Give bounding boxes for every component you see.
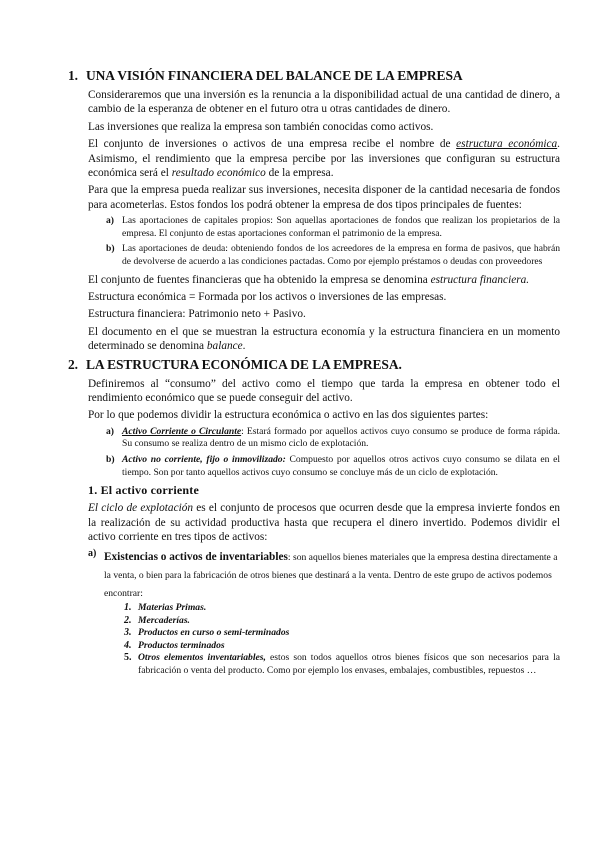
- inventory-types-list: [104, 602, 560, 676]
- section-2-heading: [68, 357, 560, 373]
- list-item: 3. Productos en curso o semi-terminados: [124, 627, 290, 639]
- term-ciclo-explotacion: El ciclo de explotación: [88, 502, 194, 515]
- paragraph: El ciclo de explotación es el conjunto de procesos que ocurren desde que la empresa invierte fondos en la realización de su actividad productiva hasta que recupera el dinero invertido. Podemos dividir el activo corriente en tres tipos de activos:: [88, 502, 560, 544]
- term-estructura-financiera: estructura financiera.: [430, 273, 530, 286]
- list-item: 1. Materias Primas.: [124, 602, 207, 614]
- term-balance: balance: [206, 340, 243, 353]
- paragraph: El conjunto de inversiones o activos de una empresa recibe el nombre de estructura económica. Asimismo, el rendimiento que la empresa percibe por las inversiones que configuran su estructura económica será el resultado económico de la empresa.: [88, 138, 560, 180]
- section-1-title: UNA VISIÓN FINANCIERA DEL BALANCE DE LA EMPRESA: [86, 68, 463, 83]
- paragraph: Definiremos al “consumo” del activo como el tiempo que tarda la empresa en obtener todo el rendimiento económico que se puede conseguir del activo.: [88, 377, 560, 405]
- inventory-heading: Existencias o activos de inventariables: [104, 551, 288, 564]
- list-item: 5. Otros elementos inventariables, estos son todos aquellos otros bienes físicos que son necesarios para la fabricación o venta del producto. Como por ejemplo los envases, embalajes, combustibles, repuestos …: [124, 652, 560, 676]
- paragraph: Consideraremos que una inversión es la renuncia a la disponibilidad actual de una cantidad de dinero, a cambio de la esperanza de obtener en el futuro otra u otras cantidades de dinero.: [88, 89, 560, 116]
- paragraph: Estructura financiera: Patrimonio neto + Pasivo.: [88, 308, 306, 321]
- paragraph: El conjunto de fuentes financieras que ha obtenido la empresa se denomina estructura financiera.: [88, 273, 530, 286]
- list-item: a) Activo Corriente o Circulante: Estará formado por aquellos activos cuyo consumo se produce de forma rápida. Su consumo se realiza dentro de un mismo ciclo de explotación.: [106, 425, 560, 450]
- term-resultado-economico: resultado económico: [171, 167, 266, 180]
- inventory-item: a) Existencias o activos de inventariables: son aquellos bienes materiales que la empresa destina directamente a la venta, o bien para la fabricación de otros bienes que destinará a la venta. Dentro de este grupo de activos podemos encontrar: 1. Materias Primas. 2. Mercaderías. 3. Productos en curso o semi-terminados 4. Productos terminados 5. Otros elementos inventariables, estos son todos aquellos otros bienes físicos que son necesarios para la fabricación o venta del producto. Como por ejemplo los envases, embalajes, combustibles, repuestos …: [88, 548, 560, 676]
- list-item: a) Las aportaciones de capitales propios: Son aquellas aportaciones de fondos que realizan los propietarios de la empresa. El conjunto de estas aportaciones conforman el patrimonio de la empresa.: [106, 215, 560, 239]
- subsection-heading: 1. El activo corriente: [88, 483, 200, 498]
- section-2-title: LA ESTRUCTURA ECONÓMICA DE LA EMPRESA.: [86, 356, 402, 372]
- section-1-body: [88, 88, 560, 354]
- section-2-number: 2.: [68, 356, 78, 372]
- funding-sources-list: [88, 215, 560, 268]
- section-1-heading: [68, 68, 560, 84]
- asset-types-list: [88, 426, 560, 479]
- paragraph: Estructura económica = Formada por los activos o inversiones de las empresas.: [88, 291, 447, 304]
- list-item: 4. Productos terminados: [124, 639, 225, 651]
- paragraph: Para que la empresa pueda realizar sus inversiones, necesita disponer de la cantidad necesaria de fondos para acometerlas. Estos fondos los podrá obtener la empresa de dos tipos principales de fuentes:: [88, 184, 560, 211]
- paragraph: El documento en el que se muestran la estructura economía y la estructura financiera en un momento determinado se denomina balance.: [88, 325, 560, 353]
- paragraph: Por lo que podemos dividir la estructura económica o activo en las dos siguientes partes:: [88, 409, 489, 422]
- list-item: b) Activo no corriente, fijo o inmovilizado: Compuesto por aquellos otros activos cuyo consumo se dilata en el tiempo. Son por tanto aquellos activos cuyo consumo se concluye más de un ciclo de explotación.: [106, 454, 561, 478]
- list-item: 2. Mercaderías.: [124, 614, 190, 626]
- list-item: b) Las aportaciones de deuda: obteniendo fondos de los acreedores de la empresa en forma de pasivos, que habrán de devolverse de acuerdo a las condiciones pactadas. Como por ejemplo préstamos o deudas con proveedores: [106, 243, 560, 268]
- term-estructura-economica: estructura económica: [456, 138, 558, 151]
- section-1-number: 1.: [68, 68, 78, 83]
- paragraph: Las inversiones que realiza la empresa son también conocidas como activos.: [88, 120, 434, 133]
- section-2-body: [88, 377, 560, 677]
